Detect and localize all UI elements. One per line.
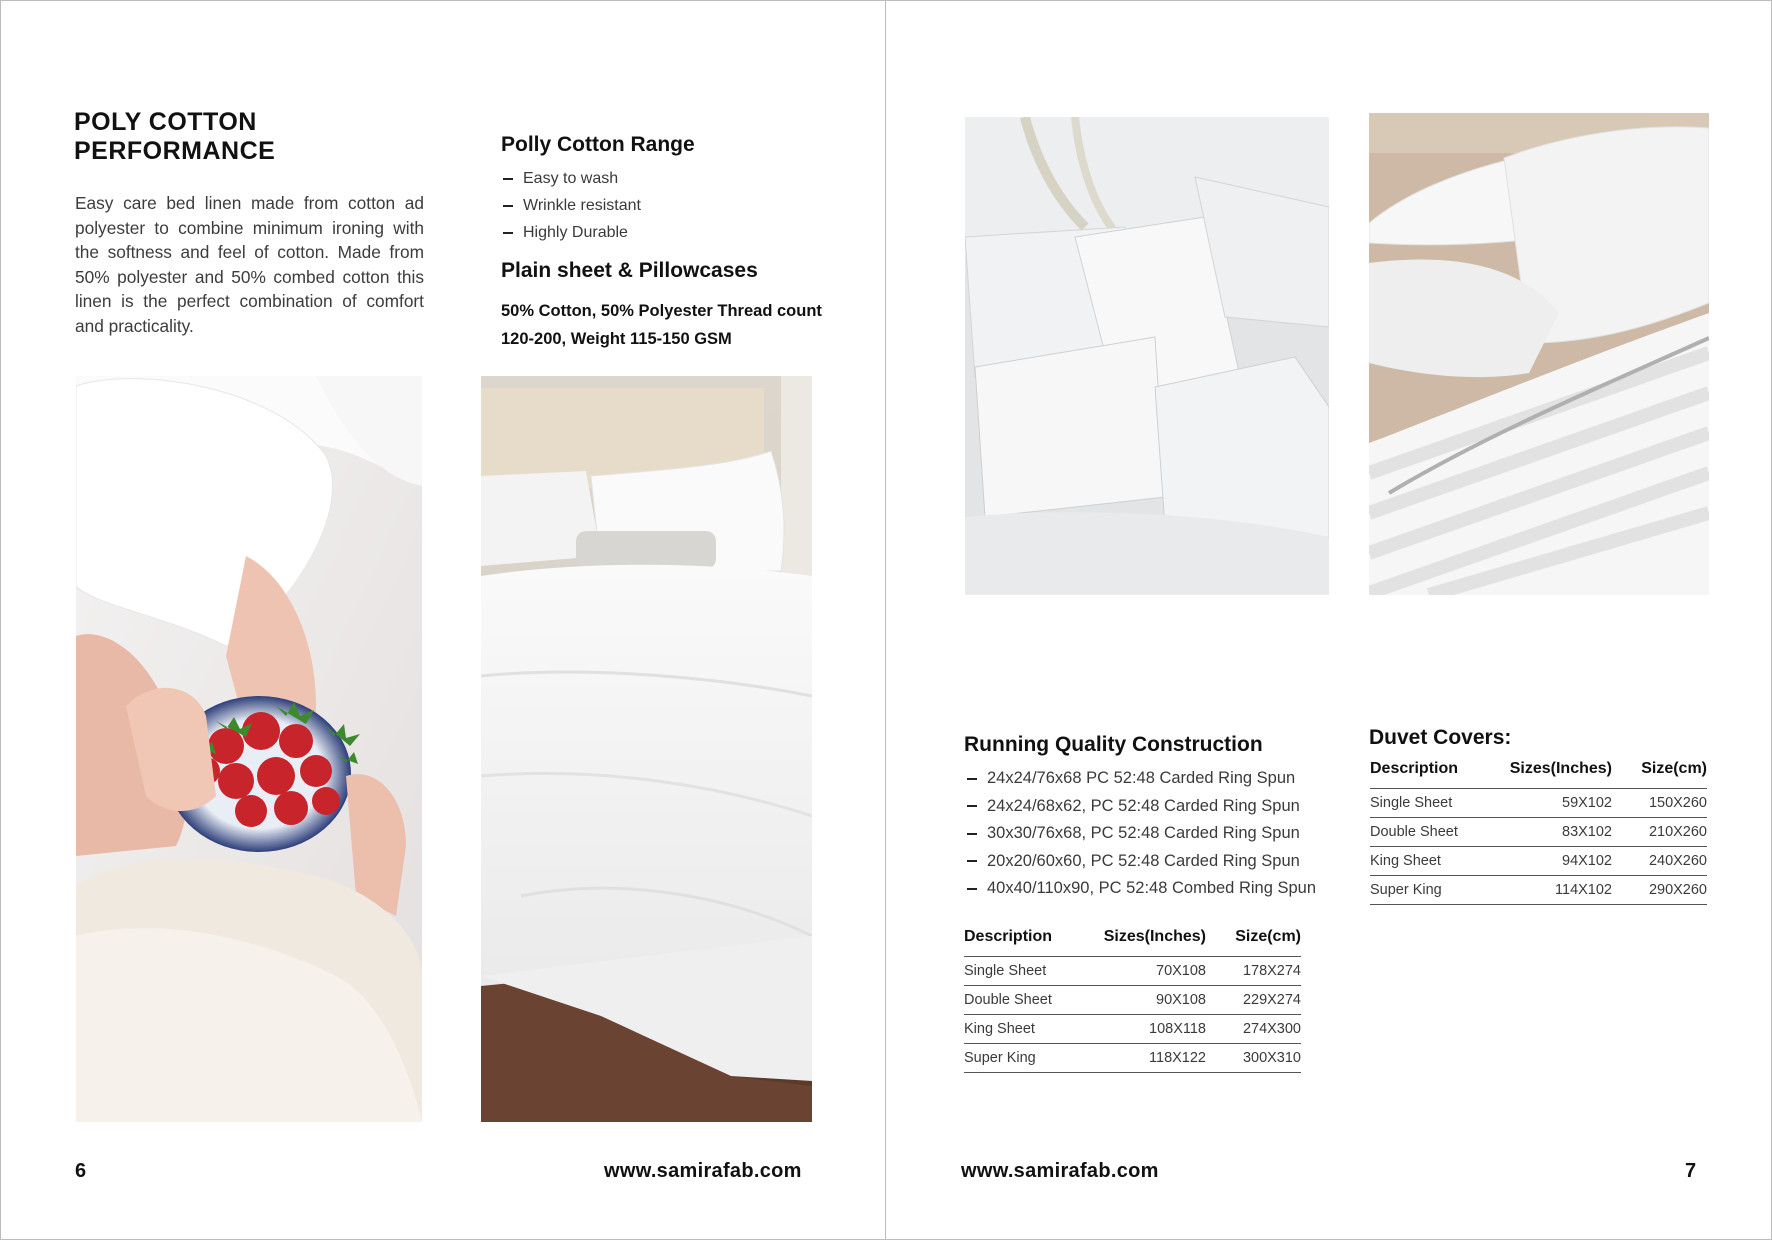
table-cell: 240X260 <box>1612 847 1707 876</box>
dash-bullet-icon <box>967 833 977 835</box>
list-item: 30x30/76x68, PC 52:48 Carded Ring Spun <box>967 820 1316 848</box>
table-cell: 70X108 <box>1086 957 1206 986</box>
duvet-covers-title: Duvet Covers: <box>1369 726 1512 749</box>
table-cell: Double Sheet <box>1370 818 1492 847</box>
table-row <box>964 986 1301 1015</box>
list-item: Wrinkle resistant <box>503 192 641 219</box>
table-cell: 94X102 <box>1492 847 1612 876</box>
page-spine-divider <box>885 0 886 1240</box>
strawberries-bed-photo <box>76 376 422 1122</box>
table-cell: Super King <box>964 1044 1086 1073</box>
column-header: Size(cm) <box>1641 760 1707 777</box>
table-row <box>1370 789 1707 818</box>
dash-bullet-icon <box>503 232 513 234</box>
table-row <box>1370 818 1707 847</box>
list-item: 40x40/110x90, PC 52:48 Combed Ring Spun <box>967 875 1316 903</box>
dash-bullet-icon <box>967 805 977 807</box>
table-cell: 300X310 <box>1206 1044 1301 1073</box>
table-header-row <box>1370 760 1707 789</box>
table-cell: Single Sheet <box>964 957 1086 986</box>
table-cell: 114X102 <box>1492 876 1612 905</box>
dash-bullet-icon <box>503 205 513 207</box>
table-cell: 108X118 <box>1086 1015 1206 1044</box>
dash-bullet-icon <box>503 178 513 180</box>
table-header-row <box>964 928 1301 957</box>
table-row <box>964 1015 1301 1044</box>
table-row <box>1370 876 1707 905</box>
striped-duvet-photo <box>1369 113 1709 595</box>
table-cell: 178X274 <box>1206 957 1301 986</box>
list-item: 24x24/76x68 PC 52:48 Carded Ring Spun <box>967 765 1316 793</box>
column-header: Sizes(Inches) <box>1509 760 1612 777</box>
range-title: Polly Cotton Range <box>501 133 695 156</box>
table-cell: Super King <box>1370 876 1492 905</box>
section-title-line2: PERFORMANCE <box>74 137 276 165</box>
table-cell: King Sheet <box>964 1015 1086 1044</box>
duvet-size-table <box>1370 760 1707 905</box>
dash-bullet-icon <box>967 778 977 780</box>
white-bed-photo <box>481 376 812 1122</box>
table-cell: 290X260 <box>1612 876 1707 905</box>
list-item: 24x24/68x62, PC 52:48 Carded Ring Spun <box>967 793 1316 821</box>
table-cell: Single Sheet <box>1370 789 1492 818</box>
table-row <box>1370 847 1707 876</box>
table-row <box>964 1044 1301 1073</box>
plain-sheet-title: Plain sheet & Pillowcases <box>501 259 758 282</box>
column-header: Description <box>964 928 1053 945</box>
sheets-size-table <box>964 928 1301 1073</box>
column-header: Description <box>1370 760 1459 777</box>
table-cell: 59X102 <box>1492 789 1612 818</box>
table-cell: Double Sheet <box>964 986 1086 1015</box>
running-quality-title: Running Quality Construction <box>964 733 1263 756</box>
table-cell: 83X102 <box>1492 818 1612 847</box>
list-item: Easy to wash <box>503 165 641 192</box>
table-cell: 210X260 <box>1612 818 1707 847</box>
page-number-right: 7 <box>1685 1160 1697 1182</box>
column-header: Size(cm) <box>1235 928 1301 945</box>
page-number-left: 6 <box>75 1160 87 1182</box>
table-cell: 90X108 <box>1086 986 1206 1015</box>
pillows-photo <box>965 117 1329 595</box>
spec-line-2: 120-200, Weight 115-150 GSM <box>501 330 732 348</box>
list-item: Highly Durable <box>503 219 641 246</box>
spec-text <box>501 297 831 353</box>
spec-line-1: 50% Cotton, 50% Polyester Thread count <box>501 302 822 320</box>
website-link-left[interactable]: www.samirafab.com <box>604 1160 802 1182</box>
table-cell: 229X274 <box>1206 986 1301 1015</box>
list-item: 20x20/60x60, PC 52:48 Carded Ring Spun <box>967 848 1316 876</box>
table-cell: 274X300 <box>1206 1015 1301 1044</box>
section-title <box>74 108 275 166</box>
table-cell: 150X260 <box>1612 789 1707 818</box>
range-list <box>503 165 641 246</box>
running-quality-list <box>967 765 1316 903</box>
table-cell: King Sheet <box>1370 847 1492 876</box>
intro-paragraph: Easy care bed linen made from cotton ad polyester to combine minimum ironing with the softness and feel of cotton. Made from 50% polyester and 50% combed cotton this linen is the perfect combination of comfort and practicality. <box>75 193 424 336</box>
table-row <box>964 957 1301 986</box>
column-header: Sizes(Inches) <box>1103 928 1206 945</box>
dash-bullet-icon <box>967 860 977 862</box>
table-cell: 118X122 <box>1086 1044 1206 1073</box>
section-title-line1: POLY COTTON <box>74 108 257 136</box>
website-link-right[interactable]: www.samirafab.com <box>961 1160 1159 1182</box>
dash-bullet-icon <box>967 888 977 890</box>
